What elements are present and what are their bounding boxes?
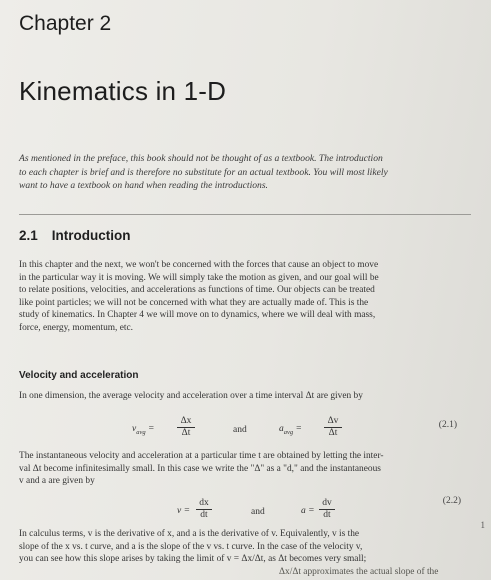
paragraph-line: force, energy, momentum, etc. xyxy=(19,322,134,333)
equation-2-2 xyxy=(19,496,471,526)
eq-connector: and xyxy=(233,425,247,435)
chapter-label: Chapter 2 xyxy=(19,12,112,35)
subsection-paragraph xyxy=(19,450,467,488)
paragraph-line: in the particular way it is moving. We will simply take the motion as given, and our goal will be xyxy=(19,272,379,283)
eq-lhs-v: $v_{avg}$ = xyxy=(132,424,155,436)
fraction-dx-dt: dx dt xyxy=(199,498,209,520)
eq-lhs-a: a = xyxy=(301,506,315,516)
chapter-title: Kinematics in 1-D xyxy=(19,76,227,106)
equation-number: (2.1) xyxy=(438,420,457,430)
eq-lhs-a: $a_{avg}$ = xyxy=(279,424,302,436)
section-title: Introduction xyxy=(51,228,131,243)
fraction-dv-dt: Δv Δt xyxy=(327,416,339,438)
fraction-dv-dt: dv dt xyxy=(322,498,332,520)
section-heading xyxy=(19,228,131,243)
fraction-dx-dt: Δx Δt xyxy=(180,416,192,438)
intro-line: to each chapter is brief and is therefore no substitute for an actual textbook. You will most likely xyxy=(19,166,388,178)
margin-mark: 1 xyxy=(480,520,485,530)
paragraph-line: val Δt become infinitesimally small. In this case we write the "Δ" as a "d," and the instantaneous xyxy=(19,463,381,474)
paragraph-line: study of kinematics. In Chapter 4 we will move on to dynamics, where we will deal with mass, xyxy=(19,310,376,321)
intro-line: want to have a textbook on hand when reading the introductions. xyxy=(19,180,268,191)
eq-connector: and xyxy=(251,507,265,517)
paragraph-line: In this chapter and the next, we won't be concerned with the forces that cause an object to move xyxy=(19,260,379,270)
section-number: 2.1 xyxy=(19,228,38,243)
eq-lhs-v: v = xyxy=(177,506,191,516)
subsection-paragraph xyxy=(19,528,467,578)
paragraph-line: v and a are given by xyxy=(19,476,95,487)
intro-line: As mentioned in the preface, this book should not be thought of as a textbook. The introduction xyxy=(19,153,383,164)
paragraph-line: to relate positions, velocities, and accelerations as functions of time. Our objects can be treated xyxy=(19,285,375,296)
chapter-intro xyxy=(19,152,464,193)
paragraph-line: In calculus terms, v is the derivative of x, and a is the derivative of v. Equivalently, v is the xyxy=(19,529,360,539)
paragraph-line: Δx/Δt approximates the actual slope of the xyxy=(279,566,439,577)
paragraph-line: you can see how this slope arises by taking the limit of v = Δx/Δt, as Δt becomes very small; xyxy=(19,554,367,565)
equation-2-1 xyxy=(19,414,471,444)
section-paragraph xyxy=(19,259,467,335)
paragraph-line: slope of the x vs. t curve, and a is the slope of the v vs. t curve. In the case of the velocity v, xyxy=(19,541,363,552)
subsection-heading: Velocity and acceleration xyxy=(19,370,139,381)
equation-number: (2.2) xyxy=(442,496,461,506)
section-divider xyxy=(19,214,471,215)
paragraph-line: The instantaneous velocity and acceleration at a particular time t are obtained by letting the inter- xyxy=(19,451,384,461)
paragraph-line: In one dimension, the average velocity and acceleration over a time interval Δt are given by xyxy=(19,391,363,401)
subsection-intro xyxy=(19,390,467,403)
paragraph-line: like point particles; we will not be concerned with what they are actually made of. This is the xyxy=(19,297,369,308)
